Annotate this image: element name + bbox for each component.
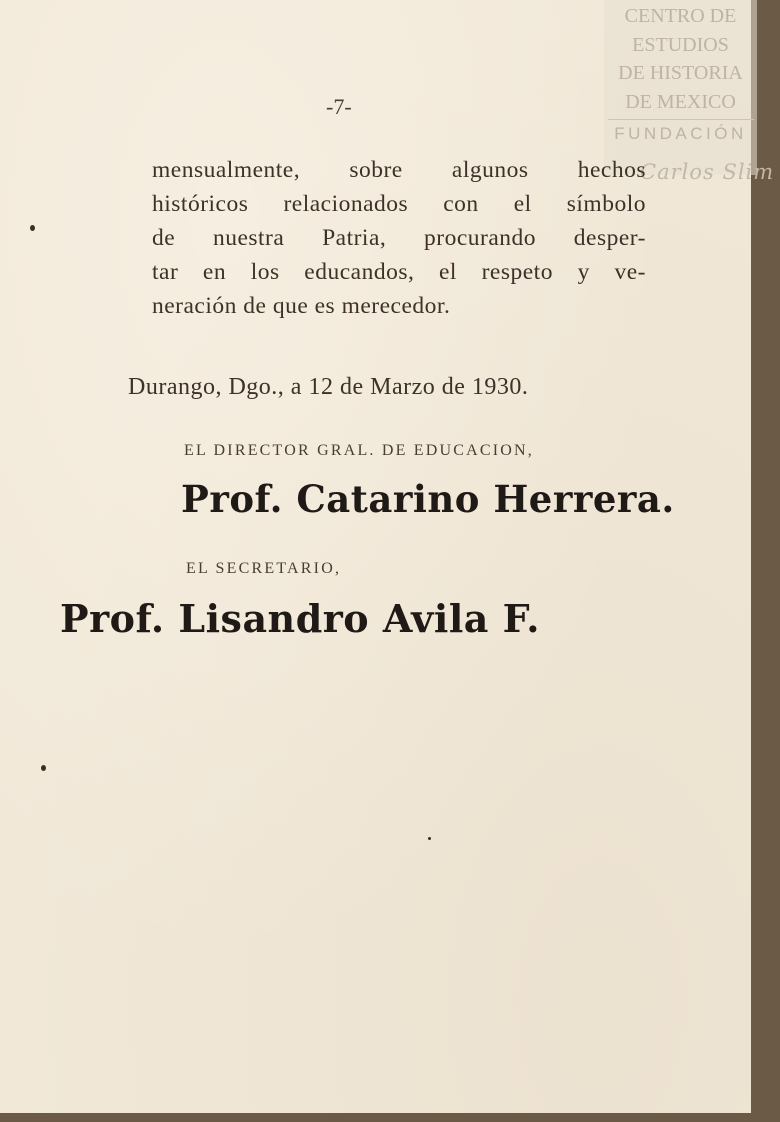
archive-watermark [604, 0, 757, 175]
watermark-line: DE MEXICO [625, 90, 736, 113]
secretario-title: EL SECRETARIO, [186, 560, 342, 577]
secretario-signature-name: Prof. Lisandro Avila F. [60, 596, 540, 641]
director-title: EL DIRECTOR GRAL. DE EDUCACION, [184, 442, 534, 459]
body-line: neración de que es merecedor. [152, 293, 451, 319]
ink-speck [428, 837, 431, 840]
body-paragraph [152, 153, 646, 323]
watermark-fundacion: FUNDACIÓN [614, 124, 747, 143]
watermark-line: ESTUDIOS [632, 33, 729, 56]
body-line: mensualmente, sobre algunos hechos [152, 157, 646, 183]
dateline: Durango, Dgo., a 12 de Marzo de 1930. [128, 374, 529, 400]
watermark-divider [608, 119, 754, 120]
watermark-line: DE HISTORIA [618, 62, 743, 84]
ink-speck [41, 765, 46, 771]
body-line: tar en los educandos, el respeto y ve- [152, 259, 646, 285]
page-number: -7- [326, 94, 352, 119]
ink-speck [30, 225, 35, 231]
director-signature-name: Prof. Catarino Herrera. [181, 477, 675, 521]
body-line: de nuestra Patria, procurando desper- [152, 225, 646, 251]
watermark-line: CENTRO DE [624, 5, 737, 27]
watermark-signature: Carlos Slim [640, 160, 775, 184]
body-line: históricos relacionados con el símbolo [152, 191, 646, 217]
